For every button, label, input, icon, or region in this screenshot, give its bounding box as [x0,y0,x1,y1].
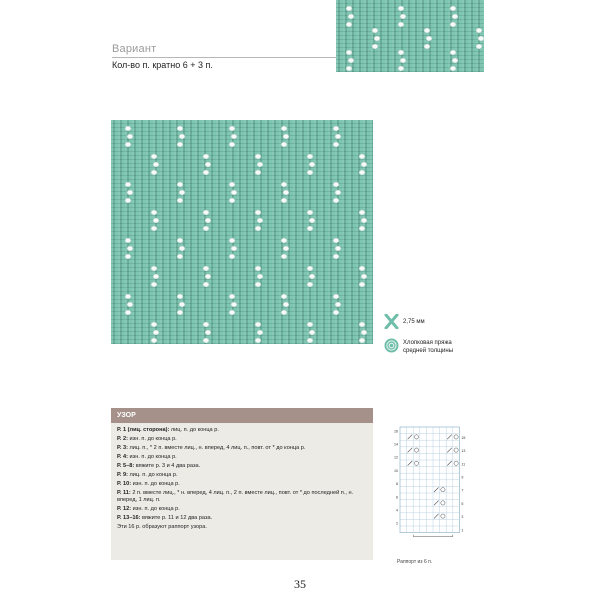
eyelet-hole [151,282,157,287]
eyelet-hole [153,274,159,279]
eyelet-hole [231,302,237,307]
row-text: 2 п. вместе лиц., * н. вперед, 4 лиц. п., 2 п. вместе лиц., повт. от * до последней п., н. вперед, 1 лиц. п. [117,490,354,504]
eyelet-hole [424,28,430,33]
eyelet-hole [179,190,185,195]
eyelet-hole [229,294,235,299]
eyelet-hole [153,330,159,335]
eyelet-hole [177,182,183,187]
eyelet-hole [359,266,365,271]
chart-repeat-caption: Раппорт из 6 п. [397,559,433,565]
eyelet-hole [372,28,378,33]
eyelet-hole [346,66,352,71]
eyelet-hole [281,294,287,299]
eyelet-hole [346,22,352,27]
eyelet-hole [179,302,185,307]
eyelet-hole [125,310,131,315]
eyelet-hole [398,66,404,71]
eyelet-hole [359,154,365,159]
eyelet-hole [450,50,456,55]
eyelet-hole [205,330,211,335]
eyelet-hole [476,44,482,49]
eyelet-hole [450,6,456,11]
eyelet-hole [127,246,133,251]
eyelet-hole [307,282,313,287]
page-number: 35 [294,577,306,591]
row-text: лиц. п., * 2 п. вместе лиц., н. вперед, 4 лиц. п., повт. от * до конца р. [127,445,306,451]
eyelet-hole [229,310,235,315]
title-divider [112,57,336,58]
eyelet-hole [361,218,367,223]
eyelet-hole [151,154,157,159]
eyelet-hole [424,44,430,49]
eyelet-hole [346,6,352,11]
eyelet-hole [335,246,341,251]
pattern-row [117,427,367,434]
pattern-row [117,472,367,479]
row-label: Р. 12: [117,506,132,513]
eyelet-hole [281,254,287,259]
eyelet-hole [179,246,185,251]
chart-row-number-left: 14 [394,442,398,447]
eyelet-hole [359,170,365,175]
row-text: изн. п. до конца р. [131,481,180,487]
eyelet-hole [151,226,157,231]
row-text: Эти 16 р. образуют раппорт узора. [117,524,207,531]
row-label: Р. 10: [117,481,132,487]
eyelet-hole [229,238,235,243]
eyelet-hole [307,338,313,343]
eyelet-hole [359,226,365,231]
eyelet-hole [257,330,263,335]
eyelet-hole [281,142,287,147]
pattern-row [117,463,367,470]
chart-row-number-left: 8 [396,482,398,487]
chart-grid [400,427,459,533]
eyelet-hole [400,58,406,63]
pattern-row [117,524,367,531]
eyelet-hole [177,142,183,147]
eyelet-hole [333,254,339,259]
eyelet-hole [125,126,131,131]
row-text: изн. п. до конца р. [127,454,177,460]
eyelet-hole [283,134,289,139]
eyelet-hole [257,162,263,167]
eyelet-hole [309,274,315,279]
needle-size-text: 2,75 мм [403,319,425,325]
chart-row-number-left: 16 [394,429,398,434]
eyelet-hole [359,210,365,215]
eyelet-hole [125,238,131,243]
eyelet-hole [333,198,339,203]
eyelet-hole [307,210,313,215]
knitting-chart [388,424,476,556]
row-label: Р. 1 (лиц. сторона): [117,427,170,433]
eyelet-hole [203,282,209,287]
eyelet-hole [333,182,339,187]
eyelet-hole [281,126,287,131]
chart-row-number-right: 7 [461,488,464,493]
eyelet-hole [151,170,157,175]
eyelet-hole [450,66,456,71]
eyelet-hole [333,238,339,243]
eyelet-hole [125,182,131,187]
knitting-needles-icon [384,314,399,329]
eyelet-hole [372,44,378,49]
chart-row-number-right: 15 [461,435,466,440]
row-text: лиц. п. до конца р. [127,472,178,478]
top-swatch-photo [336,0,484,72]
pattern-row [117,515,367,522]
eyelet-hole [309,218,315,223]
eyelet-hole [177,238,183,243]
eyelet-hole [255,154,261,159]
eyelet-hole [307,154,313,159]
eyelet-hole [361,274,367,279]
row-label: Р. 9: [117,472,128,478]
eyelet-hole [205,162,211,167]
eyelet-hole [177,294,183,299]
eyelet-hole [257,218,263,223]
stitch-count: Кол-во п. кратно 6 + 3 п. [112,60,213,70]
eyelet-hole [229,198,235,203]
eyelet-hole [281,198,287,203]
eyelet-hole [203,266,209,271]
eyelet-hole [307,226,313,231]
eyelet-hole [307,322,313,327]
yarn-ball-icon [384,338,399,353]
eyelet-hole [127,190,133,195]
eyelet-hole [205,218,211,223]
eyelet-hole [231,246,237,251]
eyelet-hole [151,210,157,215]
eyelet-hole [281,238,287,243]
row-label: Р. 5–8: [117,463,135,469]
chart-row-number-right: 13 [461,449,466,454]
eyelet-hole [229,142,235,147]
eyelet-hole [333,126,339,131]
eyelet-hole [203,210,209,215]
pattern-rows [111,423,373,532]
eyelet-hole [359,282,365,287]
chart-row-number-right: 3 [461,515,464,520]
pattern-header: УЗОР [111,408,373,423]
repeat-bracket [413,535,453,537]
eyelet-hole [179,134,185,139]
eyelet-hole [153,162,159,167]
eyelet-hole [398,6,404,11]
eyelet-hole [398,22,404,27]
chart-row-number-left: 4 [396,508,398,513]
row-label: Р. 11: [117,490,131,496]
eyelet-hole [151,322,157,327]
row-text: лиц. п. до конца р. [169,427,219,433]
eyelet-hole [283,190,289,195]
eyelet-hole [307,170,313,175]
eyelet-hole [359,338,365,343]
eyelet-hole [125,254,131,259]
chart-row-number-right: 9 [461,475,464,480]
eyelet-hole [309,162,315,167]
eyelet-hole [203,154,209,159]
eyelet-hole [335,190,341,195]
chart-row-number-left: 6 [396,495,398,500]
eyelet-hole [478,36,484,41]
row-text: изн. п. до конца р. [127,436,177,442]
pattern-row [117,445,367,452]
chart-row-number-right: 11 [461,462,466,467]
eyelet-hole [281,310,287,315]
row-label: Р. 3: [117,445,128,451]
chart-row-number-left: 12 [394,455,398,460]
eyelet-hole [348,14,354,19]
eyelet-hole [231,134,237,139]
eyelet-hole [229,126,235,131]
eyelet-hole [255,266,261,271]
row-label: Р. 13–16: [117,515,141,522]
eyelet-hole [452,58,458,63]
eyelet-hole [203,226,209,231]
row-text: изн. п. до конца р. [131,506,180,513]
main-swatch-photo [111,120,373,344]
eyelet-hole [127,134,133,139]
eyelet-hole [125,294,131,299]
eyelet-hole [359,322,365,327]
eyelet-hole [255,322,261,327]
eyelet-hole [361,162,367,167]
eyelet-hole [203,170,209,175]
eyelet-hole [374,36,380,41]
eyelet-hole [229,254,235,259]
eyelet-hole [153,218,159,223]
row-text: вяжите р. 3 и 4 два раза. [134,463,201,469]
pattern-row [117,481,367,488]
row-text: вяжите р. 11 и 12 два раза. [140,515,213,522]
variant-title: Вариант [112,43,157,55]
eyelet-hole [125,198,131,203]
eyelet-hole [205,274,211,279]
eyelet-hole [309,330,315,335]
eyelet-hole [229,182,235,187]
eyelet-hole [255,338,261,343]
eyelet-hole [346,50,352,55]
eyelet-hole [151,338,157,343]
eyelet-hole [177,310,183,315]
eyelet-hole [177,126,183,131]
chart-row-number-right: 5 [461,501,464,506]
eyelet-hole [203,338,209,343]
eyelet-hole [281,182,287,187]
row-label: Р. 2: [117,436,128,442]
eyelet-hole [476,28,482,33]
eyelet-hole [335,302,341,307]
eyelet-hole [400,14,406,19]
yarn-type-text: Хлопковая пряжа средней толщины [403,340,454,354]
eyelet-hole [307,266,313,271]
chart-row-number-left: 2 [396,521,398,526]
eyelet-hole [177,254,183,259]
eyelet-hole [283,302,289,307]
row-label: Р. 4: [117,454,128,460]
eyelet-hole [333,310,339,315]
eyelet-hole [333,142,339,147]
eyelet-hole [333,294,339,299]
eyelet-hole [127,302,133,307]
pattern-row [117,454,367,461]
eyelet-hole [203,322,209,327]
pattern-row [117,436,367,443]
eyelet-hole [177,198,183,203]
chart-row-number-left: 10 [394,468,398,473]
eyelet-hole [426,36,432,41]
eyelet-hole [398,50,404,55]
eyelet-hole [255,210,261,215]
eyelet-hole [361,330,367,335]
chart-row-number-right: 1 [461,528,464,533]
eyelet-hole [348,58,354,63]
eyelet-hole [255,170,261,175]
eyelet-hole [452,14,458,19]
eyelet-hole [255,226,261,231]
eyelet-hole [335,134,341,139]
pattern-row [117,506,367,513]
eyelet-hole [151,266,157,271]
eyelet-hole [255,282,261,287]
pattern-row [117,490,367,505]
eyelet-hole [231,190,237,195]
eyelet-hole [283,246,289,251]
eyelet-hole [257,274,263,279]
eyelet-hole [450,22,456,27]
pattern-instructions-box [111,408,373,560]
eyelet-hole [125,142,131,147]
